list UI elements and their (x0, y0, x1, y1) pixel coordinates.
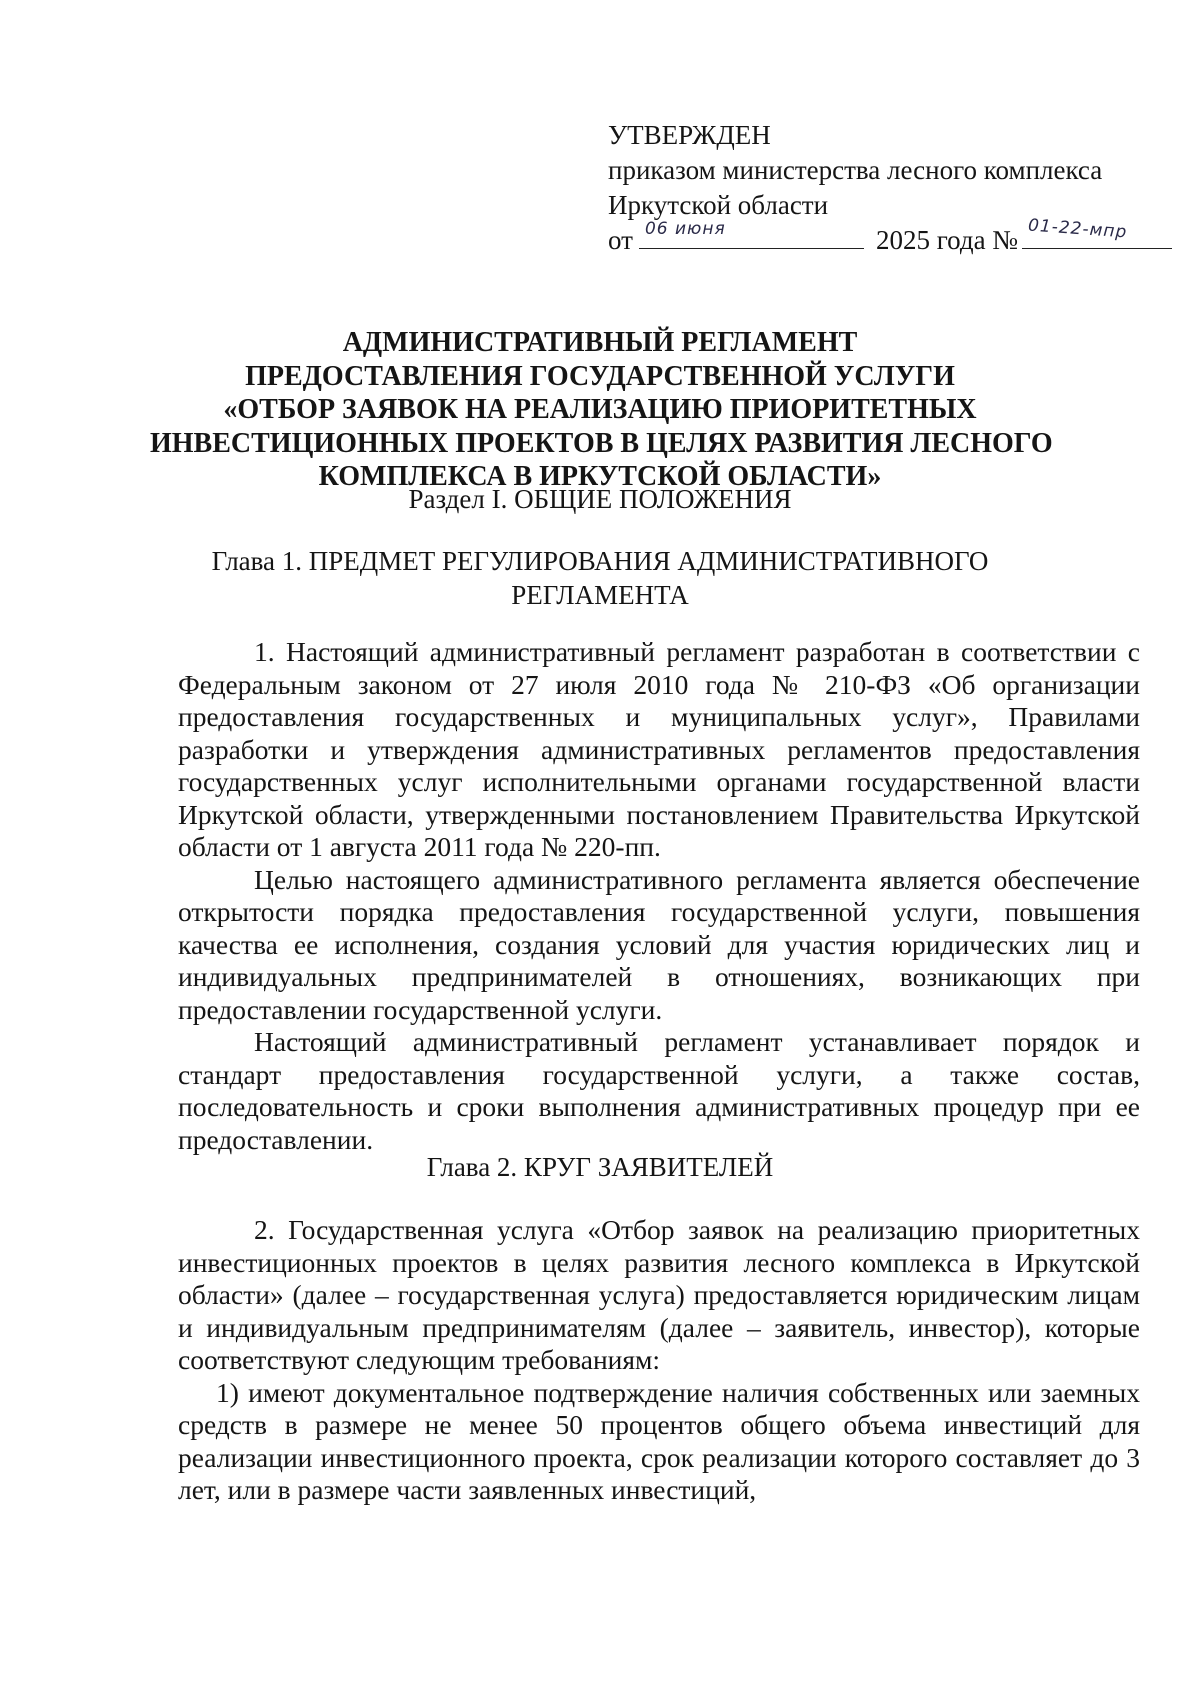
handwritten-date: 06 июня (644, 219, 726, 239)
handwritten-number: 01-22-мпр (1027, 215, 1128, 243)
paragraph: 2. Государственная услуга «Отбор заявок на реализацию приоритетных инвестиционных проектов в целях развития лесного комплекса в Иркутской области» (далее – государственная услуга) предоставляется юридическим лицам и индивидуальным предпринимателям (далее – заявитель, инвестор), которые соответствуют следующим требованиям: (178, 1214, 1140, 1375)
section-heading: Раздел I. ОБЩИЕ ПОЛОЖЕНИЯ (408, 484, 792, 514)
document-title (150, 326, 1053, 494)
title-line-4: ИНВЕСТИЦИОННЫХ ПРОЕКТОВ В ЦЕЛЯХ РАЗВИТИЯ ЛЕСНОГО (150, 427, 1053, 459)
chapter-1-body (178, 636, 1140, 1156)
paragraph: Настоящий административный регламент устанавливает порядок и стандарт предоставления государственной услуги, а также состав, последовательность и сроки выполнения административных процедур при ее предоставлении. (178, 1026, 1140, 1155)
date-field (639, 219, 864, 249)
number-field (1022, 215, 1172, 249)
approval-line-1: приказом министерства лесного комплекса (608, 155, 1103, 185)
approval-line-2: Иркутской области (608, 190, 829, 220)
approval-stamp (608, 118, 1172, 258)
approval-date-line (608, 215, 1172, 258)
year-number-label: 2025 года № (875, 225, 1019, 255)
approval-heading: УТВЕРЖДЕН (608, 120, 771, 150)
chapter-1-heading (150, 544, 1050, 612)
title-line-2: ПРЕДОСТАВЛЕНИЯ ГОСУДАРСТВЕННОЙ УСЛУГИ (245, 360, 955, 392)
title-line-1: АДМИНИСТРАТИВНЫЙ РЕГЛАМЕНТ (342, 327, 858, 358)
title-line-3: «ОТБОР ЗАЯВОК НА РЕАЛИЗАЦИЮ ПРИОРИТЕТНЫХ (223, 394, 977, 425)
paragraph: Целью настоящего административного регламента является обеспечение открытости порядка предоставления государственной услуги, повышения качества ее исполнения, создания условий для участия юридических лиц и индивидуальных предпринимателей в отношениях, возникающих при предоставлении государственной услуги. (178, 863, 1140, 1025)
paragraph: 1. Настоящий административный регламент разработан в соответствии с Федеральным законом от 27 июля 2010 года № 210-ФЗ «Об организации предоставления государственных и муниципальных услуг», Правилами разработки и утверждения административных регламентов предоставления государственных услуг исполнительными органами государственной власти Иркутской области, утвержденными постановлением Правительства Иркутской области от 1 августа 2011 года № 220-пп. (178, 636, 1140, 862)
paragraph: 1) имеют документальное подтверждение наличия собственных или заемных средств в размере не менее 50 процентов общего объема инвестиций для реализации инвестиционного проекта, срок реализации которого составляет до 3 лет, или в размере части заявленных инвестиций, (178, 1376, 1140, 1505)
chapter-2-heading: Глава 2. КРУГ ЗАЯВИТЕЛЕЙ (426, 1152, 774, 1182)
chapter-1-heading-line-1: Глава 1. ПРЕДМЕТ РЕГУЛИРОВАНИЯ АДМИНИСТРАТИВНОГО (211, 546, 989, 576)
chapter-1-heading-line-2: РЕГЛАМЕНТА (511, 580, 689, 610)
title-line-5: КОМПЛЕКСА В ИРКУТСКОЙ ОБЛАСТИ» (318, 461, 882, 492)
date-prefix: от (608, 225, 633, 255)
chapter-2-body (178, 1214, 1140, 1507)
